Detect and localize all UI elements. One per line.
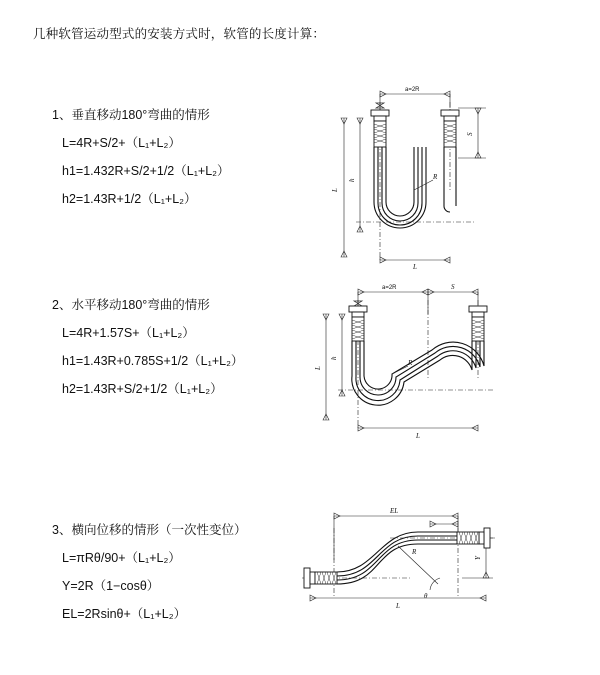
section-3-title — [52, 523, 302, 538]
svg-text:L: L — [396, 602, 400, 610]
section-2-text — [52, 298, 302, 397]
section-2-formula-3: h2=1.43R+S/2+1/2（L₁+L₂） — [62, 382, 223, 396]
lateral-offset-diagram — [290, 498, 510, 628]
svg-text:S: S — [451, 283, 455, 291]
svg-text:Y: Y — [474, 556, 482, 560]
vertical-180-bend-svg — [300, 72, 500, 272]
horizontal-180-bend-diagram — [300, 270, 510, 450]
section-1-title-text: 垂直移动180°弯曲的情形 — [71, 108, 210, 122]
svg-text:L: L — [413, 263, 417, 271]
section-2-index: 2、 — [52, 298, 72, 312]
section-3-text — [52, 523, 302, 622]
svg-text:L: L — [416, 432, 420, 440]
section-3-formula-2: Y=2R（1−cosθ） — [62, 579, 160, 593]
section-1-index: 1、 — [52, 108, 72, 122]
section-2-title — [52, 298, 302, 313]
svg-text:L: L — [331, 188, 339, 192]
svg-text:h: h — [330, 356, 338, 360]
section-1-formula-2: h1=1.432R+S/2+1/2（L₁+L₂） — [62, 164, 230, 178]
section-1-formula-3: h2=1.43R+1/2（L₁+L₂） — [62, 192, 197, 206]
svg-text:a=2R: a=2R — [405, 87, 420, 93]
section-3-index: 3、 — [52, 523, 72, 537]
svg-text:R: R — [433, 173, 438, 181]
section-2-formula-1: L=4R+1.57S+（L₁+L₂） — [62, 326, 195, 340]
section-3-formula-3: EL=2Rsinθ+（L₁+L₂） — [62, 607, 187, 621]
section-1-formula-1: L=4R+S/2+（L₁+L₂） — [62, 136, 181, 150]
vertical-180-bend-diagram — [300, 72, 500, 272]
section-3-title-text: 横向位移的情形（一次性变位） — [71, 523, 247, 537]
page-title: 几种软管运动型式的安装方式时，软管的长度计算： — [33, 27, 326, 41]
svg-text:R: R — [408, 359, 413, 367]
svg-text:a=2R: a=2R — [382, 285, 397, 291]
section-2-formula-2: h1=1.43R+0.785S+1/2（L₁+L₂） — [62, 354, 244, 368]
svg-text:EL: EL — [390, 507, 399, 515]
svg-text:h: h — [348, 178, 356, 182]
svg-text:L: L — [314, 366, 322, 370]
svg-text:S: S — [466, 132, 474, 136]
section-1-title — [52, 108, 302, 123]
section-3-formula-1: L=πRθ/90+（L₁+L₂） — [62, 551, 181, 565]
horizontal-180-bend-svg — [300, 270, 510, 450]
section-2-title-text: 水平移动180°弯曲的情形 — [71, 298, 210, 312]
section-1-text — [52, 108, 302, 207]
svg-text:R: R — [412, 548, 417, 556]
svg-text:θ: θ — [424, 592, 428, 600]
lateral-offset-svg — [290, 498, 510, 628]
